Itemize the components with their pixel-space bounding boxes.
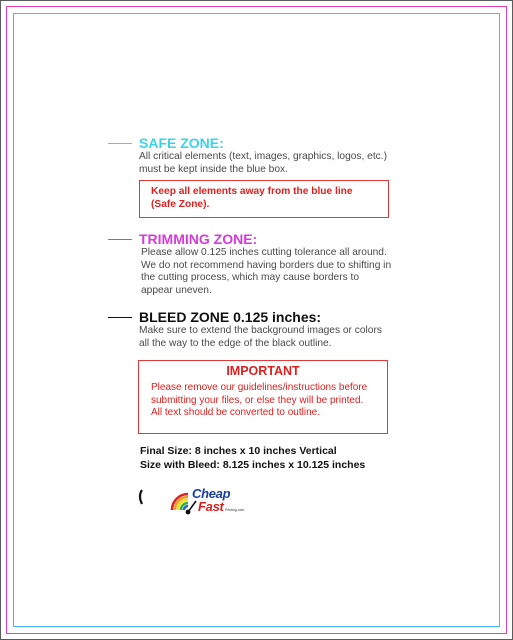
bleed-zone-marker [108,317,132,318]
trimming-zone-line: appear uneven. [141,284,212,296]
safe-zone-description [139,151,387,176]
trimming-zone-marker [108,239,132,240]
trimming-zone-line: Please allow 0.125 inches cutting tolerance all around. [141,247,387,258]
bleed-zone-description [139,325,382,350]
logo-word-cheap: Cheap [192,486,231,501]
bleed-zone-title: BLEED ZONE 0.125 inches: [139,309,322,325]
safe-zone-marker [108,143,132,144]
logo-word-fast: Fast [198,499,224,514]
final-size-line: Size with Bleed: 8.125 inches x 10.125 inches [140,458,366,471]
final-size-line: Final Size: 8 inches x 10 inches Vertical [140,445,337,457]
safe-zone-note-line: Keep all elements away from the blue line [151,186,353,197]
important-line: All text should be converted to outline. [151,407,320,419]
safe-zone-title: SAFE ZONE: [139,135,224,151]
trimming-zone-description [141,247,391,297]
safe-zone-line: must be kept inside the blue box. [139,163,288,175]
important-line: Please remove our guidelines/instructions before [151,382,368,393]
important-box [138,360,388,434]
bleed-zone-line: all the way to the edge of the black outline. [139,337,332,349]
logo-word-domain: Printing.com [225,508,245,512]
final-size-info [140,445,365,472]
cheapfastprinting-logo [138,484,248,520]
bleed-zone-line: Make sure to extend the background images or colors [139,325,382,336]
important-line: submitting your files, or else they will be printed. [151,394,364,406]
trimming-zone-line: the cutting process, which may cause borders to [141,272,360,284]
safe-zone-line: All critical elements (text, images, graphics, logos, etc.) [139,151,387,162]
safe-zone-note-line: (Safe Zone). [151,199,210,210]
important-title: IMPORTANT [226,364,300,378]
trimming-zone-line: We do not recommend having borders due to shifting in [141,259,392,271]
safe-zone-note-box [139,180,389,218]
trimming-zone-title: TRIMMING ZONE: [139,231,258,247]
